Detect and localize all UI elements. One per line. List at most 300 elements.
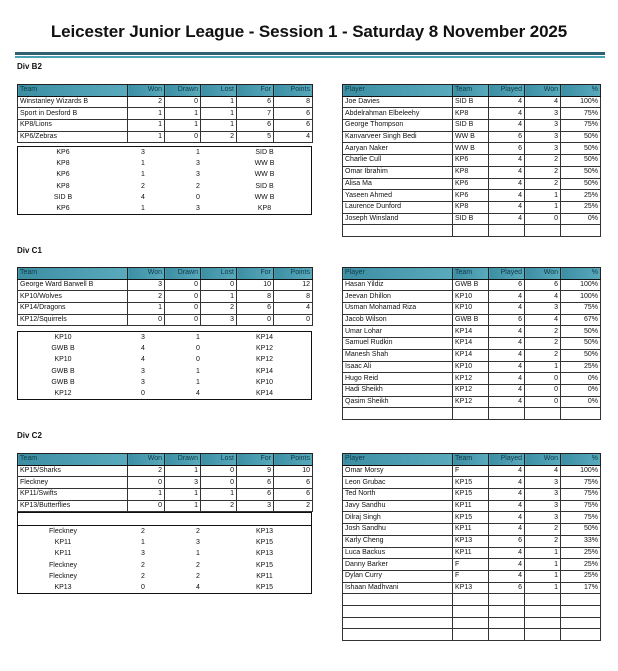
empty-player-row [343, 617, 601, 629]
away-team: KP12 [255, 356, 274, 364]
away-score: 3 [196, 539, 200, 547]
empty-cell [453, 225, 489, 237]
player-team: KP8 [453, 166, 489, 178]
empty-cell [343, 605, 453, 617]
player-row [343, 314, 601, 326]
won: 2 [525, 166, 561, 178]
player-name: Usman Mohamad Riza [343, 303, 453, 315]
results-box [17, 331, 312, 400]
won: 4 [525, 465, 561, 477]
empty-cell [489, 629, 525, 641]
played: 4 [489, 500, 525, 512]
standings-cell: KP11/Swifts [18, 489, 128, 501]
player-name: Kanvarveer Singh Bedi [343, 131, 453, 143]
away-score: 3 [196, 160, 200, 168]
results-spacer-row [18, 513, 311, 526]
away-team: KP13 [255, 550, 274, 558]
win-percent: 25% [561, 547, 601, 559]
player-name: Charlie Cull [343, 155, 453, 167]
player-name: Luca Backus [343, 547, 453, 559]
players-header-cell: Won [525, 268, 561, 280]
player-name: Dylan Curry [343, 570, 453, 582]
standings-cell: 7 [237, 108, 274, 120]
standings-cell: 6 [274, 477, 313, 489]
home-score: 4 [141, 193, 145, 201]
player-row [343, 131, 601, 143]
empty-cell [343, 408, 453, 420]
player-row [343, 477, 601, 489]
win-percent: 25% [561, 361, 601, 373]
results-table [18, 332, 311, 399]
won: 1 [525, 190, 561, 202]
win-percent: 75% [561, 303, 601, 315]
standings-cell: 0 [165, 279, 201, 291]
won: 3 [525, 500, 561, 512]
player-team: KP13 [453, 535, 489, 547]
away-team: KP12 [255, 345, 274, 353]
win-percent: 25% [561, 201, 601, 213]
standings-cell: 2 [201, 131, 237, 143]
player-name: Yaseen Ahmed [343, 190, 453, 202]
standings-cell: KP10/Wolves [18, 291, 128, 303]
played: 6 [489, 143, 525, 155]
player-team: KP11 [453, 500, 489, 512]
won: 4 [525, 314, 561, 326]
away-score: 4 [196, 390, 200, 398]
played: 4 [489, 96, 525, 108]
home-score: 2 [141, 182, 145, 190]
home-team: KP6 [56, 149, 70, 157]
win-percent: 75% [561, 500, 601, 512]
player-name: Jeevan Dhillon [343, 291, 453, 303]
home-team: KP12 [54, 390, 72, 398]
away-score: 2 [196, 572, 200, 580]
played: 4 [489, 303, 525, 315]
away-team: KP15 [255, 539, 274, 547]
player-name: Manesh Shah [343, 349, 453, 361]
won: 4 [525, 291, 561, 303]
standings-row [18, 314, 313, 326]
home-team: KP11 [54, 550, 72, 558]
player-team: KP8 [453, 201, 489, 213]
standings-cell: 6 [237, 477, 274, 489]
players-table [342, 84, 601, 237]
player-row [343, 384, 601, 396]
player-row [343, 155, 601, 167]
played: 4 [489, 291, 525, 303]
home-team: KP8 [56, 182, 70, 190]
standings-cell: 1 [128, 131, 165, 143]
away-score: 3 [196, 171, 200, 179]
players-header-row [343, 85, 601, 97]
home-team: Fleckney [48, 561, 77, 569]
player-team: WW B [453, 131, 489, 143]
players-header-cell: Team [453, 268, 489, 280]
standings-cell: 1 [201, 96, 237, 108]
player-team: KP10 [453, 291, 489, 303]
empty-cell [525, 629, 561, 641]
standings-header-cell: Points [274, 268, 313, 280]
home-score: 1 [141, 171, 145, 179]
won: 1 [525, 201, 561, 213]
standings-header-cell: Lost [201, 454, 237, 466]
away-team: SID B [255, 149, 274, 157]
home-team: KP6 [56, 171, 70, 179]
home-team: Fleckney [48, 528, 77, 536]
win-percent: 50% [561, 155, 601, 167]
result-row [18, 366, 311, 377]
player-row [343, 213, 601, 225]
won: 3 [525, 512, 561, 524]
player-name: Aaryan Naker [343, 143, 453, 155]
result-row [18, 548, 311, 559]
played: 4 [489, 524, 525, 536]
win-percent: 75% [561, 489, 601, 501]
home-team: KP6 [56, 205, 70, 213]
player-row [343, 373, 601, 385]
empty-cell [453, 629, 489, 641]
win-percent: 50% [561, 524, 601, 536]
won: 1 [525, 582, 561, 594]
won: 3 [525, 108, 561, 120]
empty-cell [343, 617, 453, 629]
away-team: KP13 [255, 528, 274, 536]
standings-row [18, 477, 313, 489]
played: 4 [489, 570, 525, 582]
played: 4 [489, 108, 525, 120]
standings-cell: 6 [237, 120, 274, 132]
standings-cell: 8 [237, 291, 274, 303]
won: 4 [525, 96, 561, 108]
standings-header-cell: Won [128, 268, 165, 280]
players-table [342, 453, 601, 641]
win-percent: 50% [561, 349, 601, 361]
standings-cell: 0 [237, 314, 274, 326]
empty-cell [525, 594, 561, 606]
division-label: Div B2 [17, 62, 42, 71]
win-percent: 67% [561, 314, 601, 326]
won: 2 [525, 524, 561, 536]
home-score: 1 [141, 205, 145, 213]
home-team: GWB B [51, 345, 75, 353]
standings-header-cell: For [237, 268, 274, 280]
players-header-cell: Player [343, 85, 453, 97]
standings-header-cell: Drawn [165, 454, 201, 466]
result-row [18, 571, 311, 582]
empty-cell [343, 225, 453, 237]
away-team: KP10 [255, 378, 274, 386]
player-team: KP14 [453, 349, 489, 361]
player-name: Javy Sandhu [343, 500, 453, 512]
away-team: SID B [255, 182, 274, 190]
player-name: Leon Grubac [343, 477, 453, 489]
won: 2 [525, 349, 561, 361]
player-name: Dilraj Singh [343, 512, 453, 524]
standings-cell: KP8/Lions [18, 120, 128, 132]
home-score: 2 [141, 572, 145, 580]
players-header-cell: Team [453, 454, 489, 466]
standings-row [18, 489, 313, 501]
played: 4 [489, 120, 525, 132]
standings-cell: 10 [274, 465, 313, 477]
player-row [343, 512, 601, 524]
home-score: 2 [141, 561, 145, 569]
home-score: 3 [141, 334, 145, 342]
player-team: KP13 [453, 582, 489, 594]
empty-cell [525, 605, 561, 617]
standings-cell: 1 [165, 500, 201, 512]
standings-header-cell: Team [18, 268, 128, 280]
win-percent: 75% [561, 477, 601, 489]
played: 4 [489, 465, 525, 477]
player-name: Hadi Sheikh [343, 384, 453, 396]
result-row [18, 203, 311, 214]
empty-cell [525, 617, 561, 629]
home-score: 2 [141, 528, 145, 536]
player-row [343, 582, 601, 594]
standings-cell: 2 [201, 303, 237, 315]
empty-cell [489, 225, 525, 237]
home-score: 3 [141, 550, 145, 558]
played: 4 [489, 190, 525, 202]
home-team: KP10 [54, 356, 72, 364]
empty-cell [489, 617, 525, 629]
won: 2 [525, 326, 561, 338]
empty-player-row [343, 605, 601, 617]
win-percent: 100% [561, 96, 601, 108]
player-name: Abdelrahman Elbeleehy [343, 108, 453, 120]
home-score: 0 [141, 584, 145, 592]
played: 4 [489, 166, 525, 178]
standings-cell: 0 [128, 477, 165, 489]
standings-cell: 1 [165, 108, 201, 120]
player-name: Umar Lohar [343, 326, 453, 338]
result-row [18, 582, 311, 593]
won: 3 [525, 477, 561, 489]
win-percent: 0% [561, 396, 601, 408]
player-team: KP14 [453, 338, 489, 350]
played: 4 [489, 213, 525, 225]
standings-cell: 3 [128, 279, 165, 291]
player-row [343, 547, 601, 559]
player-team: KP10 [453, 361, 489, 373]
standings-cell: KP14/Dragons [18, 303, 128, 315]
standings-row [18, 291, 313, 303]
standings-row [18, 303, 313, 315]
home-team: GWB B [51, 378, 75, 386]
away-score: 3 [196, 205, 200, 213]
empty-cell [561, 617, 601, 629]
away-team: KP11 [256, 572, 273, 580]
player-row [343, 178, 601, 190]
empty-cell [561, 629, 601, 641]
standings-cell: 3 [237, 500, 274, 512]
standings-cell: 0 [201, 465, 237, 477]
win-percent: 50% [561, 166, 601, 178]
win-percent: 50% [561, 131, 601, 143]
player-name: Ishaan Madhvani [343, 582, 453, 594]
player-team: SID B [453, 213, 489, 225]
empty-cell [343, 629, 453, 641]
player-name: Jacob Wilson [343, 314, 453, 326]
standings-cell: 2 [128, 96, 165, 108]
player-team: F [453, 570, 489, 582]
result-row [18, 354, 311, 365]
won: 0 [525, 396, 561, 408]
player-name: Qasim Sheikh [343, 396, 453, 408]
standings-header-cell: Points [274, 85, 313, 97]
player-team: KP6 [453, 190, 489, 202]
away-team: KP14 [255, 367, 274, 375]
division-label: Div C1 [17, 246, 42, 255]
result-row [18, 332, 311, 343]
win-percent: 33% [561, 535, 601, 547]
empty-player-row [343, 594, 601, 606]
played: 4 [489, 178, 525, 190]
empty-cell [561, 594, 601, 606]
home-score: 1 [141, 539, 145, 547]
won: 2 [525, 178, 561, 190]
results-table [18, 513, 311, 593]
played: 4 [489, 349, 525, 361]
player-row [343, 361, 601, 373]
win-percent: 0% [561, 373, 601, 385]
standings-cell: 0 [128, 500, 165, 512]
standings-row [18, 96, 313, 108]
won: 2 [525, 155, 561, 167]
player-row [343, 535, 601, 547]
title-rule-dark [15, 52, 605, 55]
away-score: 2 [196, 528, 200, 536]
away-score: 1 [196, 550, 200, 558]
player-name: Ted North [343, 489, 453, 501]
standings-cell: 2 [128, 465, 165, 477]
players-header-cell: Played [489, 268, 525, 280]
played: 4 [489, 326, 525, 338]
standings-cell: 0 [165, 96, 201, 108]
result-row [18, 192, 311, 203]
standings-cell: 3 [165, 477, 201, 489]
player-name: Hugo Reid [343, 373, 453, 385]
away-score: 0 [196, 356, 200, 364]
player-team: KP15 [453, 512, 489, 524]
players-header-cell: Won [525, 85, 561, 97]
result-row [18, 560, 311, 571]
player-name: Laurence Dunford [343, 201, 453, 213]
player-team: KP15 [453, 489, 489, 501]
players-header-row [343, 268, 601, 280]
away-score: 4 [196, 584, 200, 592]
standings-cell: 6 [274, 489, 313, 501]
won: 1 [525, 559, 561, 571]
standings-row [18, 500, 313, 512]
players-header-cell: Player [343, 454, 453, 466]
won: 0 [525, 213, 561, 225]
standings-cell: 8 [274, 291, 313, 303]
empty-cell [453, 408, 489, 420]
empty-cell [525, 225, 561, 237]
standings-cell: 6 [237, 303, 274, 315]
player-name: Danny Barker [343, 559, 453, 571]
player-row [343, 201, 601, 213]
away-score: 1 [196, 378, 200, 386]
win-percent: 100% [561, 465, 601, 477]
won: 3 [525, 120, 561, 132]
player-name: Omar Morsy [343, 465, 453, 477]
player-row [343, 465, 601, 477]
player-team: KP11 [453, 524, 489, 536]
player-name: Josh Sandhu [343, 524, 453, 536]
played: 4 [489, 477, 525, 489]
away-score: 1 [196, 367, 200, 375]
away-team: WW B [254, 171, 275, 179]
away-team: KP14 [255, 390, 274, 398]
player-row [343, 96, 601, 108]
standings-cell: 5 [237, 131, 274, 143]
standings-header-cell: Lost [201, 268, 237, 280]
player-team: SID B [453, 120, 489, 132]
win-percent: 75% [561, 120, 601, 132]
standings-cell: 4 [274, 303, 313, 315]
players-header-cell: Played [489, 85, 525, 97]
player-row [343, 190, 601, 202]
result-row [18, 526, 311, 538]
division-label: Div C2 [17, 431, 42, 440]
away-score: 0 [196, 193, 200, 201]
standings-row [18, 131, 313, 143]
standings-cell: Sport in Desford B [18, 108, 128, 120]
standings-cell: 1 [128, 489, 165, 501]
standings-cell: 2 [201, 500, 237, 512]
standings-table [17, 84, 313, 143]
empty-player-row [343, 629, 601, 641]
empty-cell [453, 605, 489, 617]
players-header-cell: % [561, 454, 601, 466]
standings-header-cell: Points [274, 454, 313, 466]
win-percent: 50% [561, 143, 601, 155]
player-row [343, 166, 601, 178]
standings-cell: KP13/Butterflies [18, 500, 128, 512]
standings-cell: 1 [201, 108, 237, 120]
won: 3 [525, 143, 561, 155]
standings-cell: 6 [274, 108, 313, 120]
results-box [17, 512, 312, 594]
player-row [343, 570, 601, 582]
standings-cell: 1 [128, 120, 165, 132]
empty-cell [561, 605, 601, 617]
result-row [18, 388, 311, 399]
standings-cell: 0 [274, 314, 313, 326]
played: 4 [489, 559, 525, 571]
player-row [343, 349, 601, 361]
result-row [18, 158, 311, 169]
standings-cell: 1 [165, 489, 201, 501]
empty-player-row [343, 408, 601, 420]
win-percent: 50% [561, 326, 601, 338]
player-team: SID B [453, 96, 489, 108]
standings-cell: 0 [201, 279, 237, 291]
home-team: Fleckney [48, 572, 77, 580]
player-row [343, 279, 601, 291]
away-team: KP14 [255, 334, 274, 342]
standings-cell: 0 [165, 131, 201, 143]
player-team: KP11 [453, 547, 489, 559]
standings-cell: 0 [165, 291, 201, 303]
standings-cell: 1 [128, 108, 165, 120]
standings-header-cell: Lost [201, 85, 237, 97]
players-header-cell: Played [489, 454, 525, 466]
standings-header-row [18, 454, 313, 466]
